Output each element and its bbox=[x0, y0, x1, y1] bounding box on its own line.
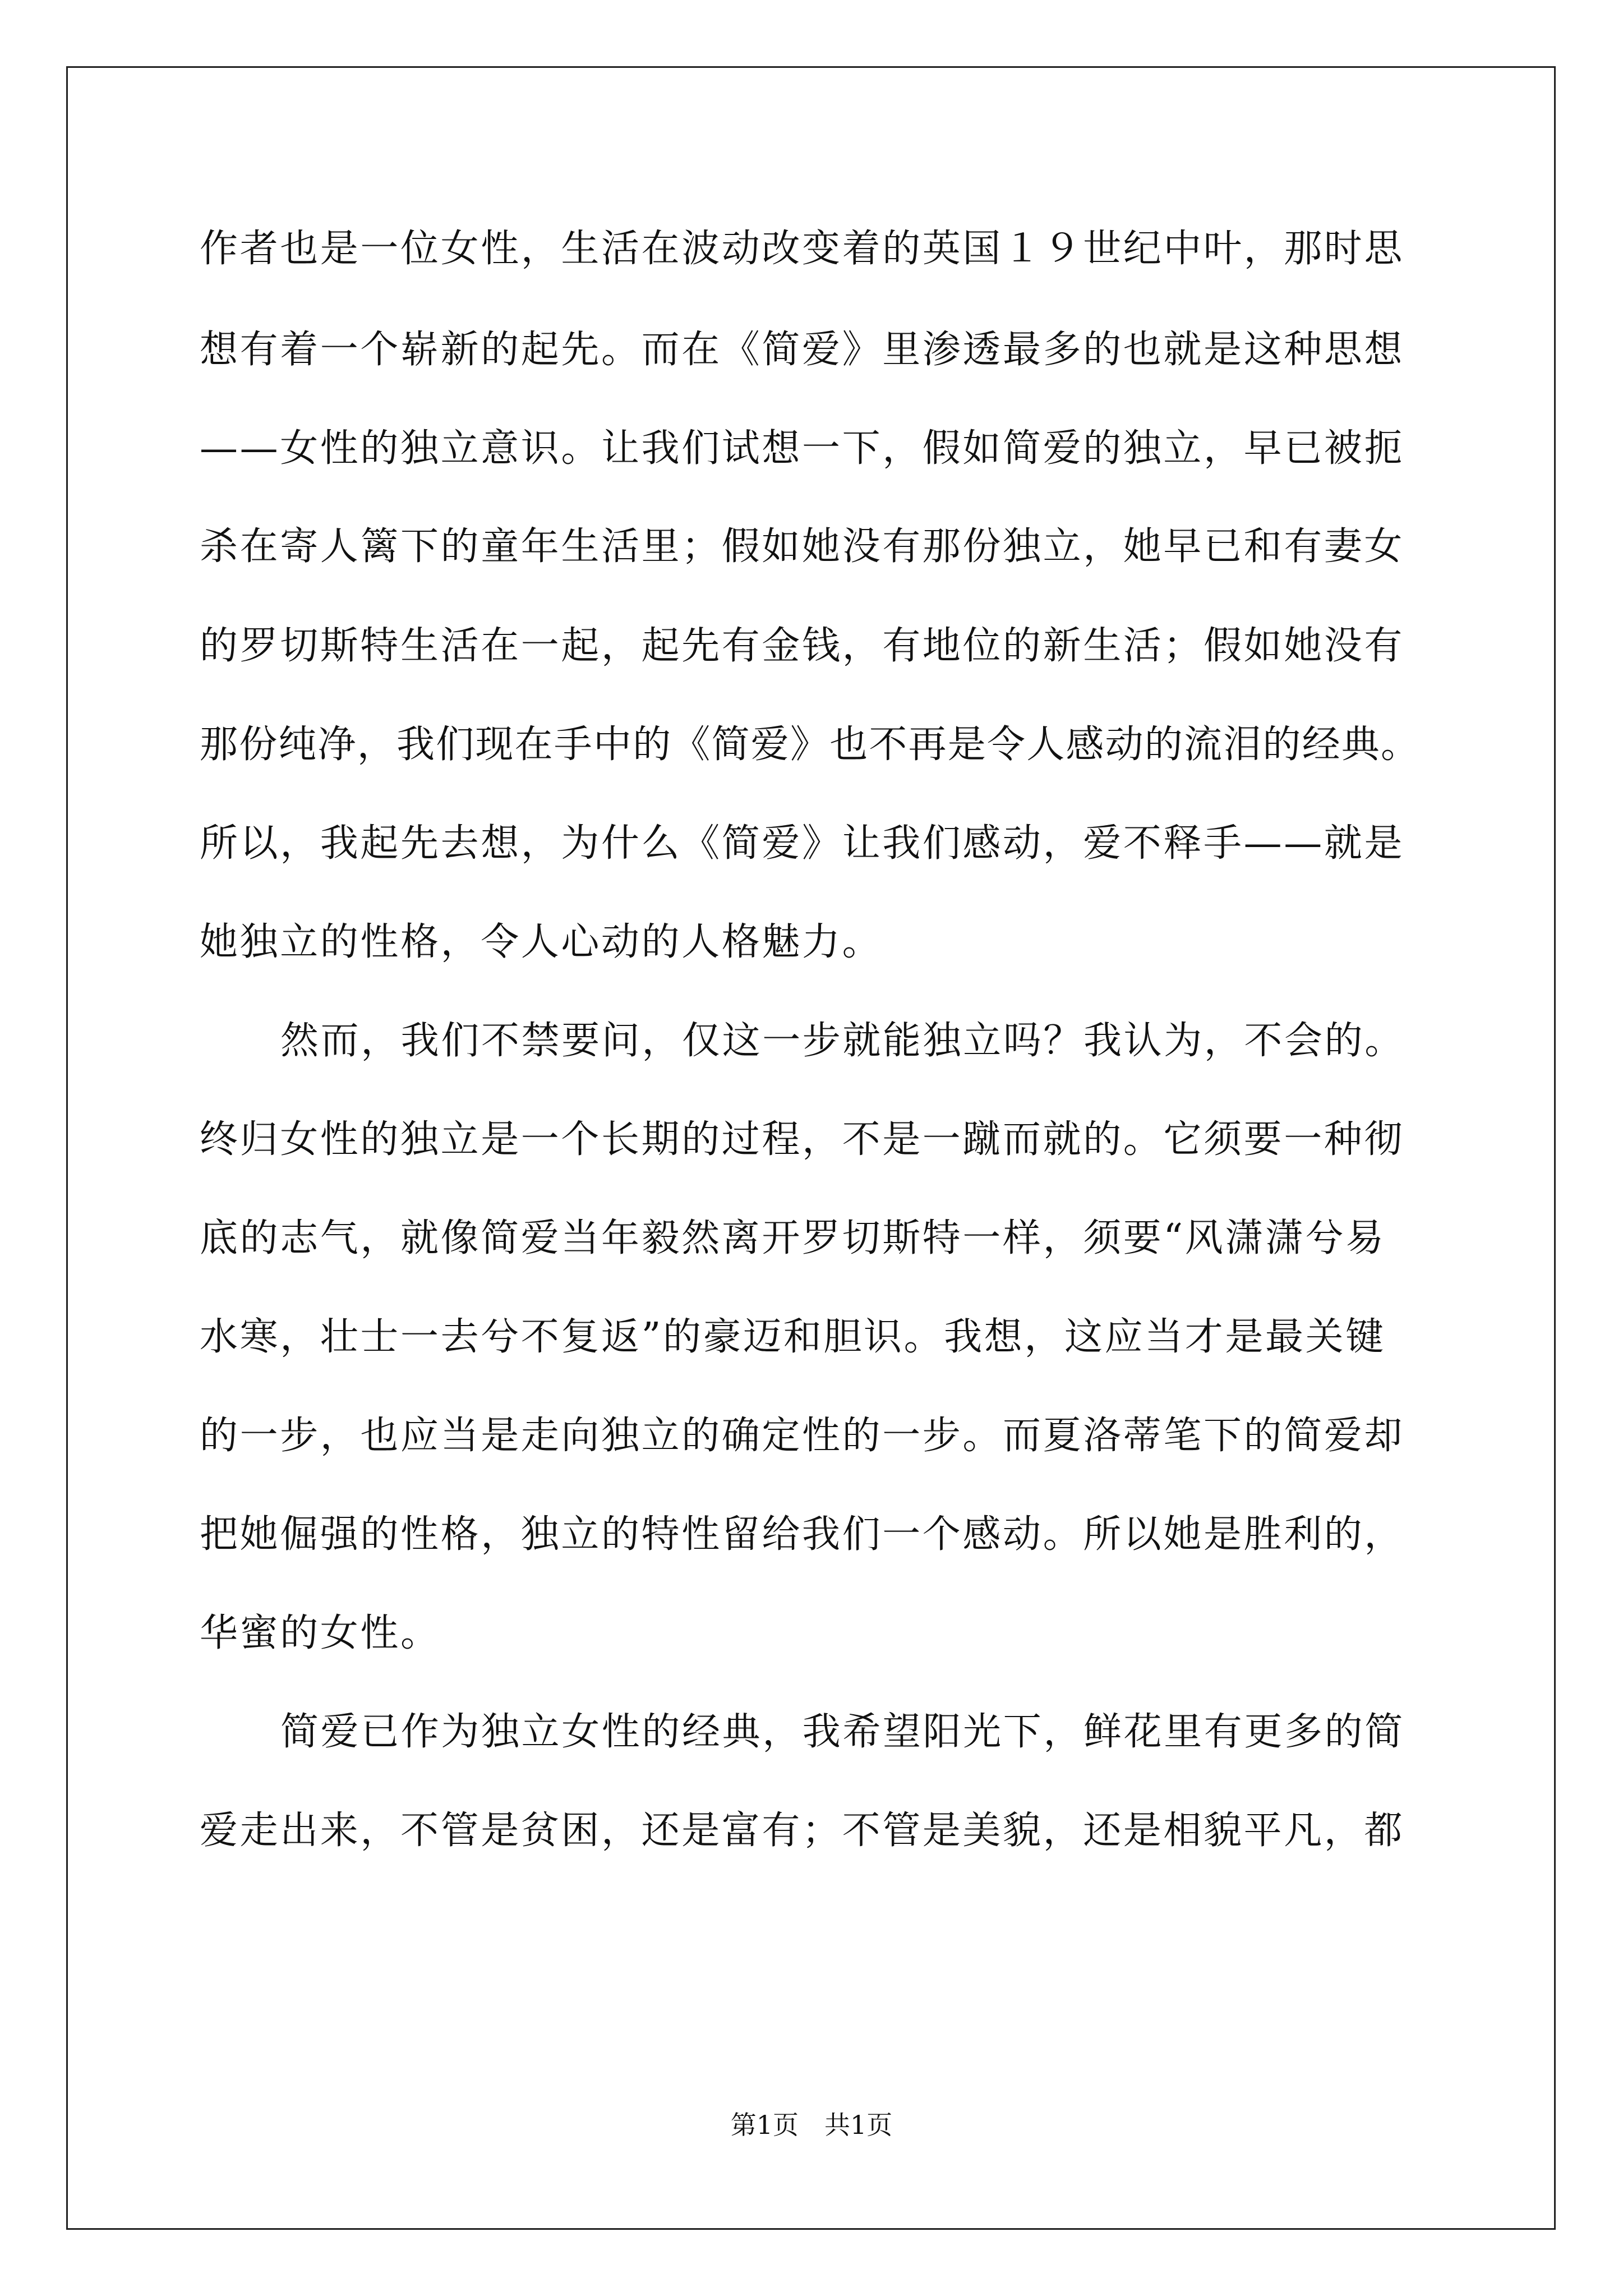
text-line-6: 那份纯净，我们现在手中的《简爱》也不再是令人感动的流泪的经典。 bbox=[200, 723, 1421, 767]
text-line-17: 爱走出来，不管是贫困，还是富有；不管是美貌，还是相貌平凡，都 bbox=[200, 1809, 1405, 1853]
text-line-12: 水寒，壮士一去兮不复返”的豪迈和胆识。我想，这应当才是最关键 bbox=[200, 1315, 1386, 1359]
text-line-4: 杀在寄人篱下的童年生活里；假如她没有那份独立，她早已和有妻女 bbox=[200, 524, 1405, 569]
text-line-1: 作者也是一位女性，生活在波动改变着的英国１９世纪中叶，那时思 bbox=[200, 227, 1405, 271]
text-line-13: 的一步，也应当是走向独立的确定性的一步。而夏洛蒂笔下的简爱却 bbox=[200, 1414, 1405, 1458]
page-number-footer: 第1页 共1页 bbox=[730, 2110, 893, 2140]
text-line-15: 华蜜的女性。 bbox=[200, 1611, 441, 1655]
text-line-7: 所以，我起先去想，为什么《简爱》让我们感动，爱不释手——就是 bbox=[200, 821, 1405, 866]
text-line-11: 底的志气，就像简爱当年毅然离开罗切斯特一样，须要“风潇潇兮易 bbox=[200, 1216, 1386, 1260]
text-line-5: 的罗切斯特生活在一起，起先有金钱，有地位的新生活；假如她没有 bbox=[200, 624, 1405, 668]
text-line-14: 把她倔强的性格，独立的特性留给我们一个感动。所以她是胜利的， bbox=[200, 1512, 1405, 1557]
text-line-10: 终归女性的独立是一个长期的过程，不是一蹴而就的。它须要一种彻 bbox=[200, 1117, 1405, 1162]
text-line-2: 想有着一个崭新的起先。而在《简爱》里渗透最多的也就是这种思想 bbox=[200, 328, 1405, 372]
text-line-16: 简爱已作为独立女性的经典，我希望阳光下，鲜花里有更多的简 bbox=[280, 1710, 1405, 1754]
text-line-8: 她独立的性格，令人心动的人格魅力。 bbox=[200, 920, 883, 964]
text-line-3: ——女性的独立意识。让我们试想一下，假如简爱的独立，早已被扼 bbox=[200, 426, 1405, 471]
text-line-9: 然而，我们不禁要问，仅这一步就能独立吗？我认为，不会的。 bbox=[280, 1019, 1405, 1063]
